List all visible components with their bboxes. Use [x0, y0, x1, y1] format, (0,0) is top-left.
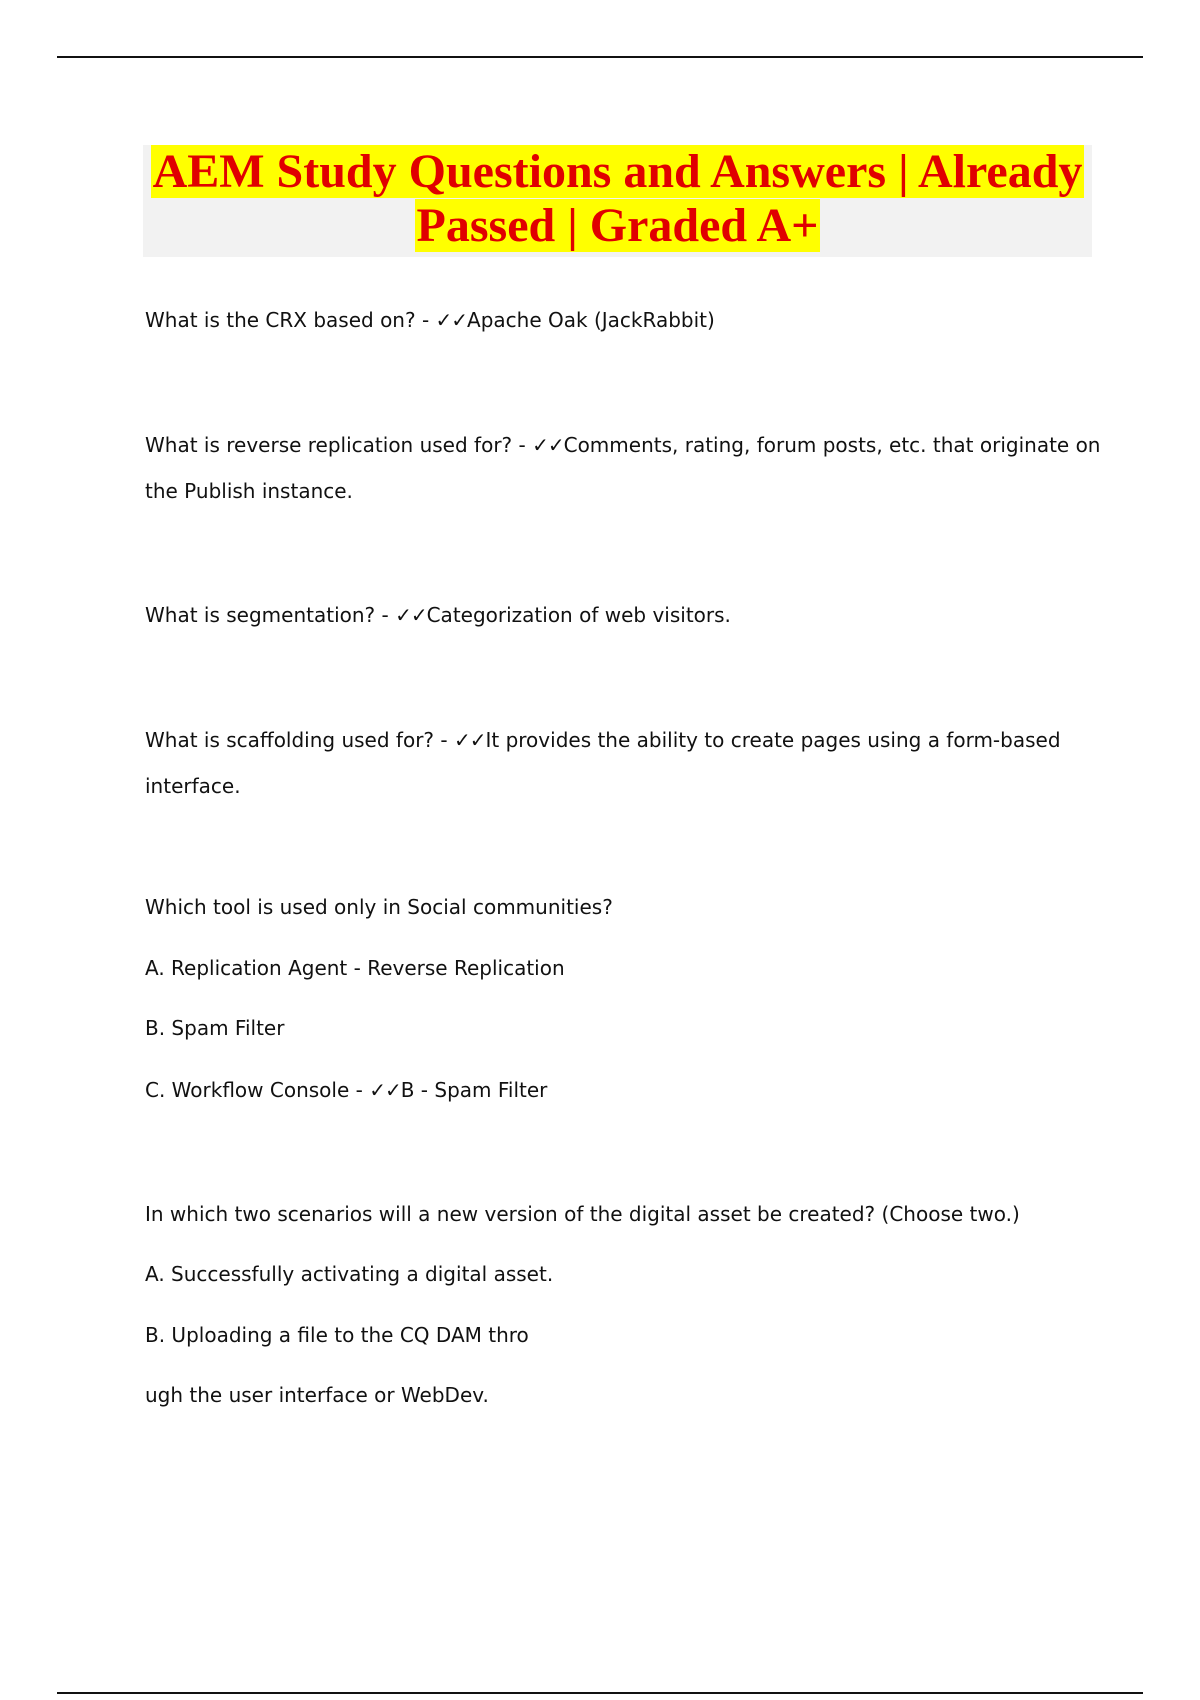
answer-text: Apache Oak (JackRabbit): [467, 308, 715, 332]
question-text: What is scaffolding used for? -: [145, 728, 454, 752]
title-line-1: AEM Study Questions and Answers | Already: [152, 145, 1083, 198]
option-b: B. Spam Filter: [145, 1016, 285, 1040]
answer-continuation: interface.: [145, 774, 241, 798]
option-a: A. Replication Agent - Reverse Replication: [145, 956, 565, 980]
top-rule: [57, 56, 1143, 58]
answer-continuation: the Publish instance.: [145, 479, 353, 503]
question-text: What is the CRX based on? -: [145, 308, 436, 332]
option-b: B. Uploading a file to the CQ DAM thro: [145, 1323, 529, 1347]
question-digital-asset-version: In which two scenarios will a new version of the digital asset be created? (Choose two.): [145, 1202, 1020, 1226]
qa-item-segmentation: [145, 603, 731, 627]
checkmark-icon: ✓✓: [532, 433, 564, 457]
question-text: What is segmentation? -: [145, 603, 396, 627]
qa-item-scaffolding: [145, 728, 1061, 752]
option-c-with-answer: [145, 1078, 547, 1102]
title-line-2: Passed | Graded A+: [416, 199, 819, 252]
checkmark-icon: ✓✓: [369, 1078, 401, 1102]
option-a: A. Successfully activating a digital asset.: [145, 1262, 554, 1286]
option-c: C. Workflow Console -: [145, 1078, 370, 1102]
option-b-continuation: ugh the user interface or WebDev.: [145, 1383, 489, 1407]
question-text: What is reverse replication used for? -: [145, 433, 533, 457]
answer-text: B - Spam Filter: [400, 1078, 548, 1102]
answer-text: Comments, rating, forum posts, etc. that originate on: [563, 433, 1101, 457]
question-social-communities: Which tool is used only in Social communities?: [145, 895, 613, 919]
answer-text: It provides the ability to create pages using a form-based: [485, 728, 1061, 752]
checkmark-icon: ✓✓: [395, 603, 427, 627]
answer-text: Categorization of web visitors.: [426, 603, 731, 627]
bottom-rule: [57, 1692, 1143, 1694]
checkmark-icon: ✓✓: [453, 728, 486, 752]
qa-item-reverse-replication: [145, 433, 1100, 457]
document-title: [143, 145, 1092, 257]
qa-item-crx: [145, 308, 715, 332]
checkmark-icon: ✓✓: [435, 308, 468, 332]
